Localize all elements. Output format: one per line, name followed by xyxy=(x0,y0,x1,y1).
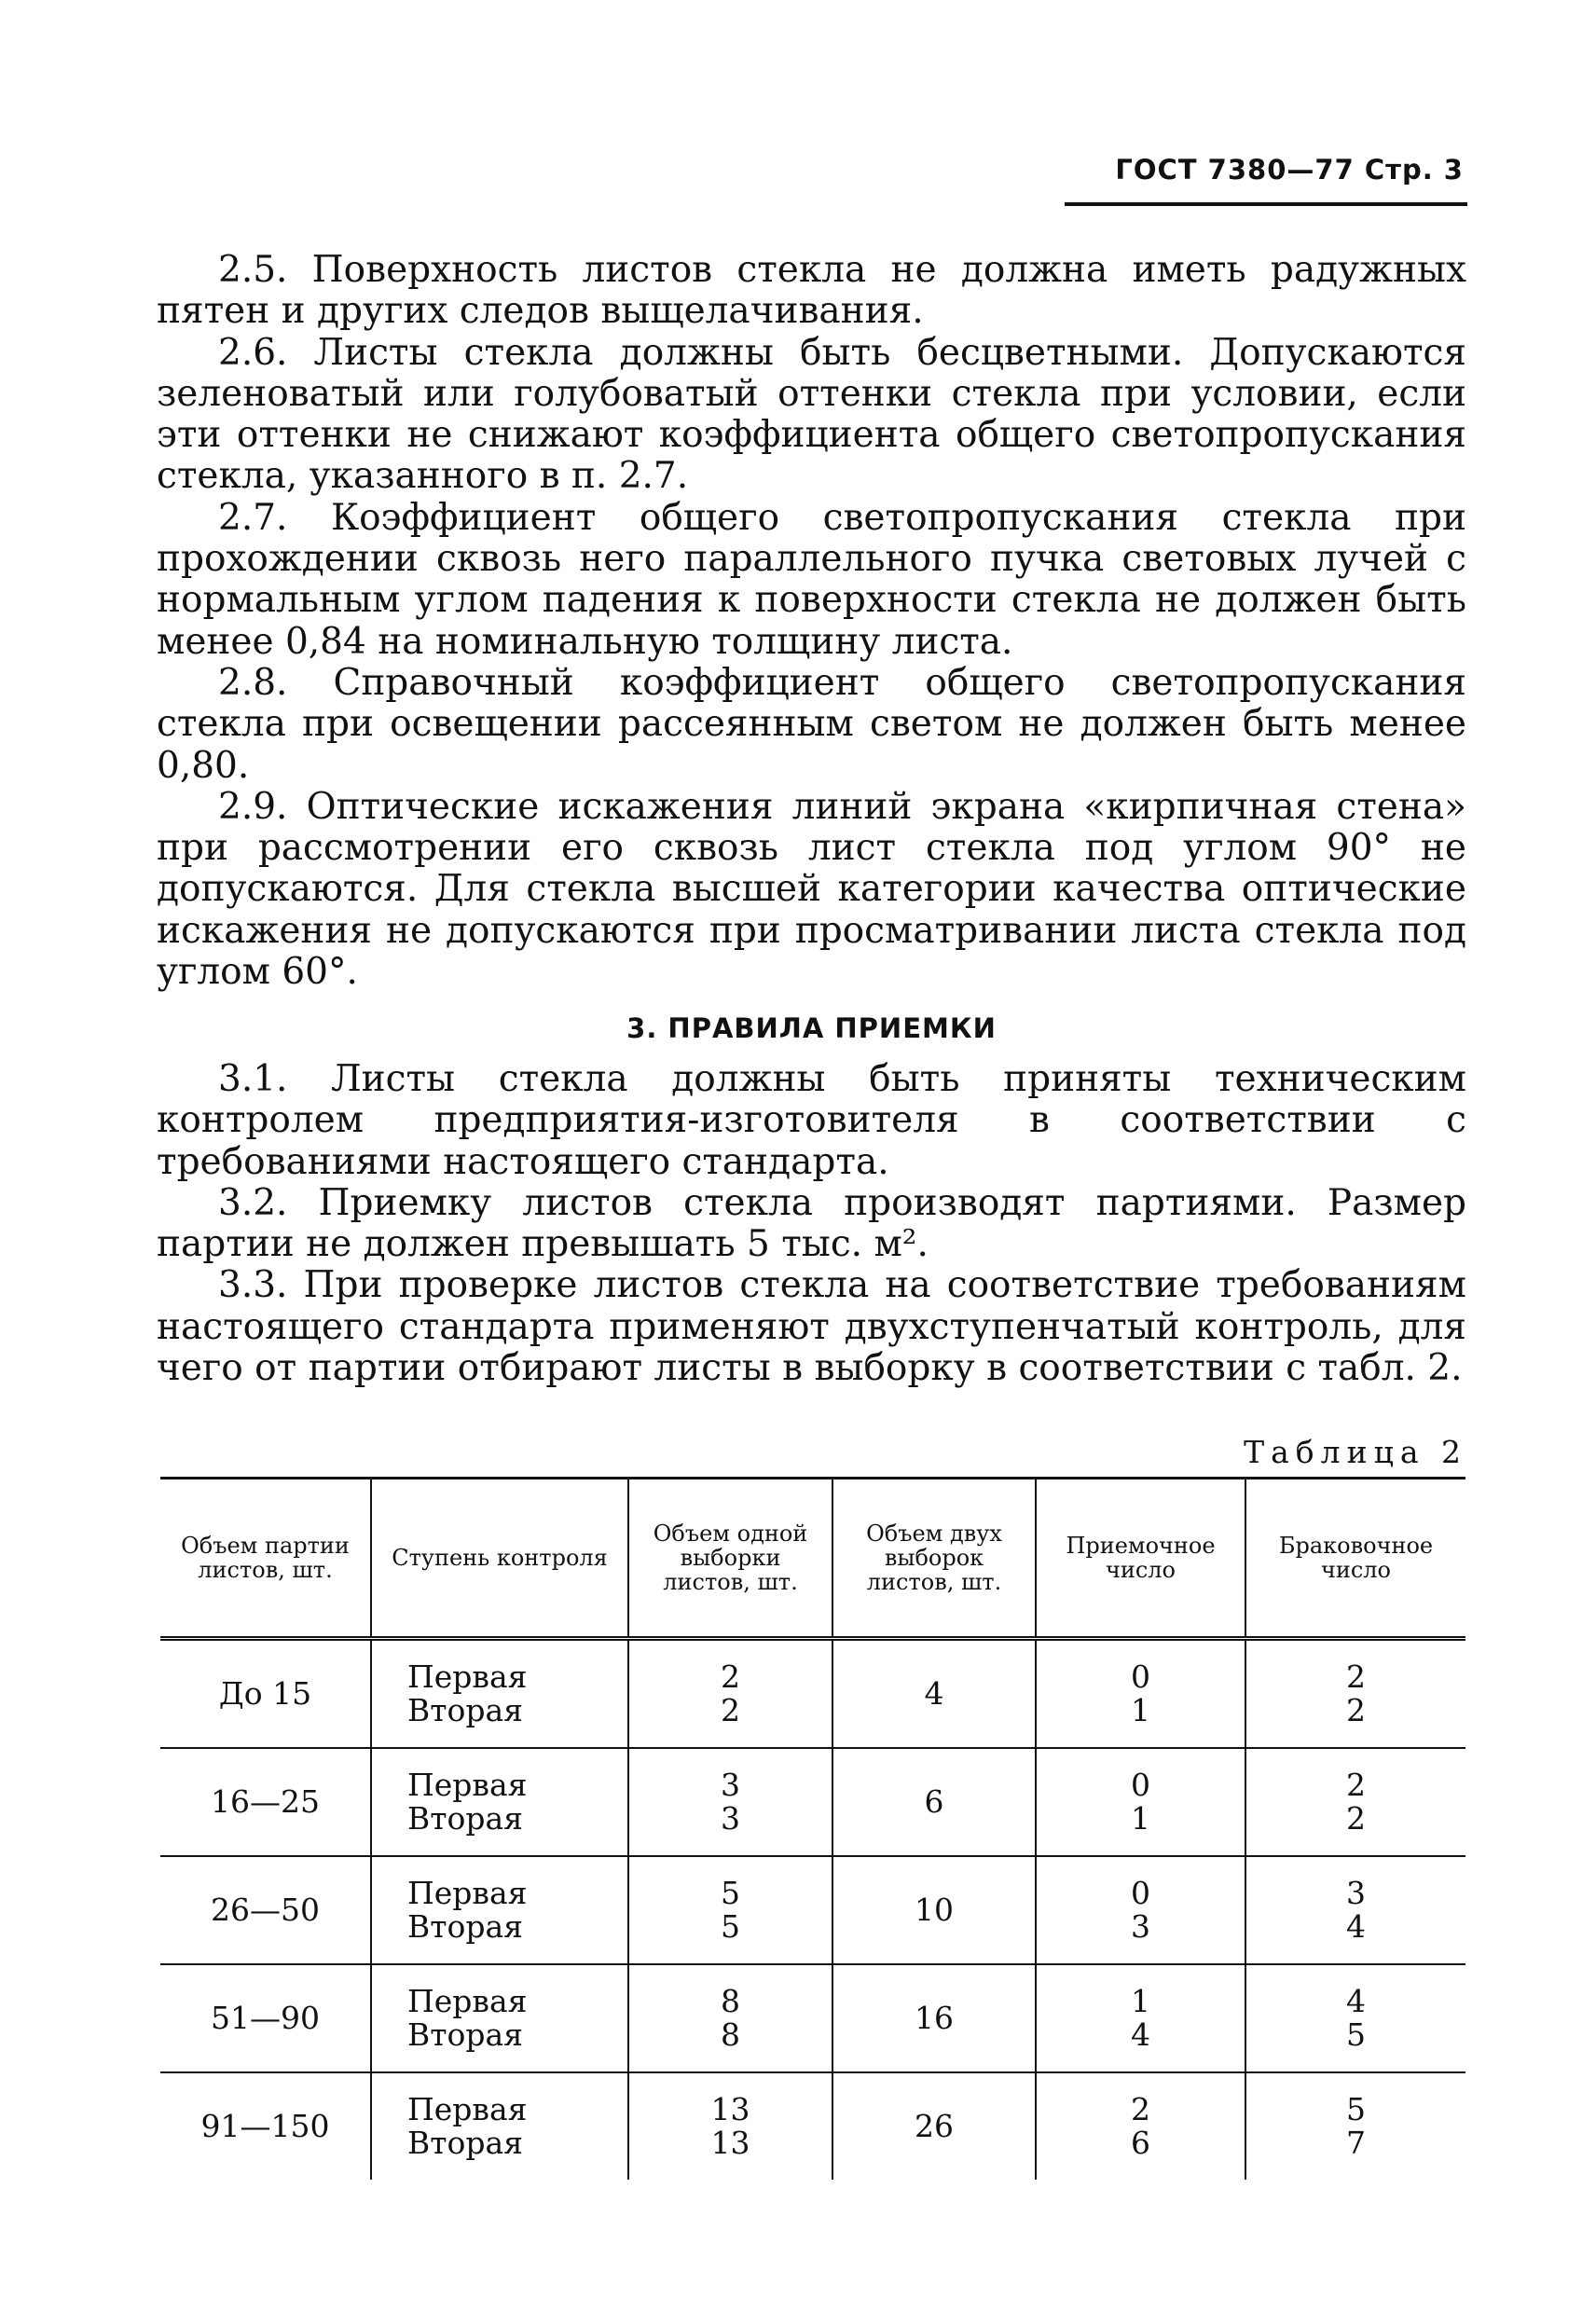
paragraph-2-9: 2.9. Оптические искажения линий экрана «кирпичная стена» при рассмотрении его сквозь лист стекла под углом 90° не допускаются. Для стекла высшей категории качества оптические искажения не допускаются при просматривании листа стекла под углом 60°. xyxy=(157,785,1466,994)
cell-stage: Первая Вторая xyxy=(371,2072,628,2180)
cell-two-samples: 4 xyxy=(832,1639,1036,1749)
paragraph-2-7: 2.7. Коэффициент общего светопропускания стекла при прохождении сквозь него параллельного пучка световых лучей с нормальным углом падения к поверхности стекла не должен быть менее 0,84 на номинальную толщину листа. xyxy=(157,496,1466,663)
paragraph-2-6: 2.6. Листы стекла должны быть бесцветными. Допускаются зеленоватый или голубоватый оттенки стекла при условии, если эти оттенки не снижают коэффициента общего светопропускания стекла, указанного в п. 2.7. xyxy=(157,331,1466,498)
paragraph-2-8: 2.8. Справочный коэффициент общего светопропускания стекла при освещении рассеянным светом не должен быть менее 0,80. xyxy=(157,661,1466,787)
col-header-two-samples: Объем двух выборок листов, шт. xyxy=(832,1479,1036,1639)
table-row xyxy=(160,1748,1465,1856)
cell-reject: 4 5 xyxy=(1245,1964,1465,2072)
table-row xyxy=(160,2072,1465,2180)
cell-accept: 0 1 xyxy=(1036,1639,1245,1749)
cell-accept: 1 4 xyxy=(1036,1964,1245,2072)
cell-stage: Первая Вторая xyxy=(371,1748,628,1856)
sampling-table xyxy=(160,1477,1465,2180)
section-3-text xyxy=(157,1059,1466,1389)
cell-lot: 16—25 xyxy=(160,1748,371,1856)
paragraph-3-2: 3.2. Приемку листов стекла производят партиями. Размер партии не должен превышать 5 тыс. м². xyxy=(157,1181,1466,1266)
cell-accept: 0 3 xyxy=(1036,1856,1245,1964)
col-header-one-sample: Объем одной выборки листов, шт. xyxy=(628,1479,832,1639)
cell-one-sample: 8 8 xyxy=(628,1964,832,2072)
paragraph-3-1: 3.1. Листы стекла должны быть приняты техническим контролем предприятия-изготовителя в соответствии с требованиями настоящего стандарта. xyxy=(157,1058,1466,1183)
cell-stage: Первая Вторая xyxy=(371,1639,628,1749)
table-row xyxy=(160,1964,1465,2072)
cell-one-sample: 13 13 xyxy=(628,2072,832,2180)
cell-one-sample: 3 3 xyxy=(628,1748,832,1856)
cell-reject: 2 2 xyxy=(1245,1748,1465,1856)
section-3-title: 3. ПРАВИЛА ПРИЕМКИ xyxy=(626,1012,997,1044)
cell-two-samples: 6 xyxy=(832,1748,1036,1856)
section-2-text xyxy=(157,250,1466,993)
cell-lot: 26—50 xyxy=(160,1856,371,1964)
paragraph-2-5: 2.5. Поверхность листов стекла не должна иметь радужных пятен и других следов выщелачивания. xyxy=(157,249,1466,333)
page-header: ГОСТ 7380—77 Стр. 3 xyxy=(1115,154,1464,186)
cell-two-samples: 26 xyxy=(832,2072,1036,2180)
col-header-control-stage: Ступень контроля xyxy=(371,1479,628,1639)
cell-accept: 2 6 xyxy=(1036,2072,1245,2180)
cell-accept: 0 1 xyxy=(1036,1748,1245,1856)
header-rule xyxy=(1065,202,1467,206)
cell-reject: 3 4 xyxy=(1245,1856,1465,1964)
cell-lot: 91—150 xyxy=(200,2108,330,2144)
table-caption: Таблица 2 xyxy=(1244,1434,1467,1470)
table-row xyxy=(160,1639,1465,1749)
table-row xyxy=(160,1856,1465,1964)
cell-stage: Первая Вторая xyxy=(371,1856,628,1964)
cell-reject: 5 7 xyxy=(1245,2072,1465,2180)
col-header-lot-size: Объем партии листов, шт. xyxy=(160,1479,371,1639)
cell-reject: 2 2 xyxy=(1245,1639,1465,1749)
cell-stage: Первая Вторая xyxy=(371,1964,628,2072)
cell-one-sample: 5 5 xyxy=(628,1856,832,1964)
cell-lot: 51—90 xyxy=(160,1964,371,2072)
table-header-row xyxy=(160,1479,1465,1639)
paragraph-3-3: 3.3. При проверке листов стекла на соответствие требованиям настоящего стандарта применяют двухступенчатый контроль, для чего от партии отбирают листы в выборку в соответствии с табл. 2. xyxy=(157,1264,1466,1390)
col-header-acceptance-number: Приемочное число xyxy=(1036,1479,1245,1639)
cell-two-samples: 16 xyxy=(832,1964,1036,2072)
cell-two-samples: 10 xyxy=(832,1856,1036,1964)
cell-lot: До 15 xyxy=(160,1639,371,1749)
cell-one-sample: 2 2 xyxy=(628,1639,832,1749)
col-header-rejection-number: Браковочное число xyxy=(1245,1479,1465,1639)
